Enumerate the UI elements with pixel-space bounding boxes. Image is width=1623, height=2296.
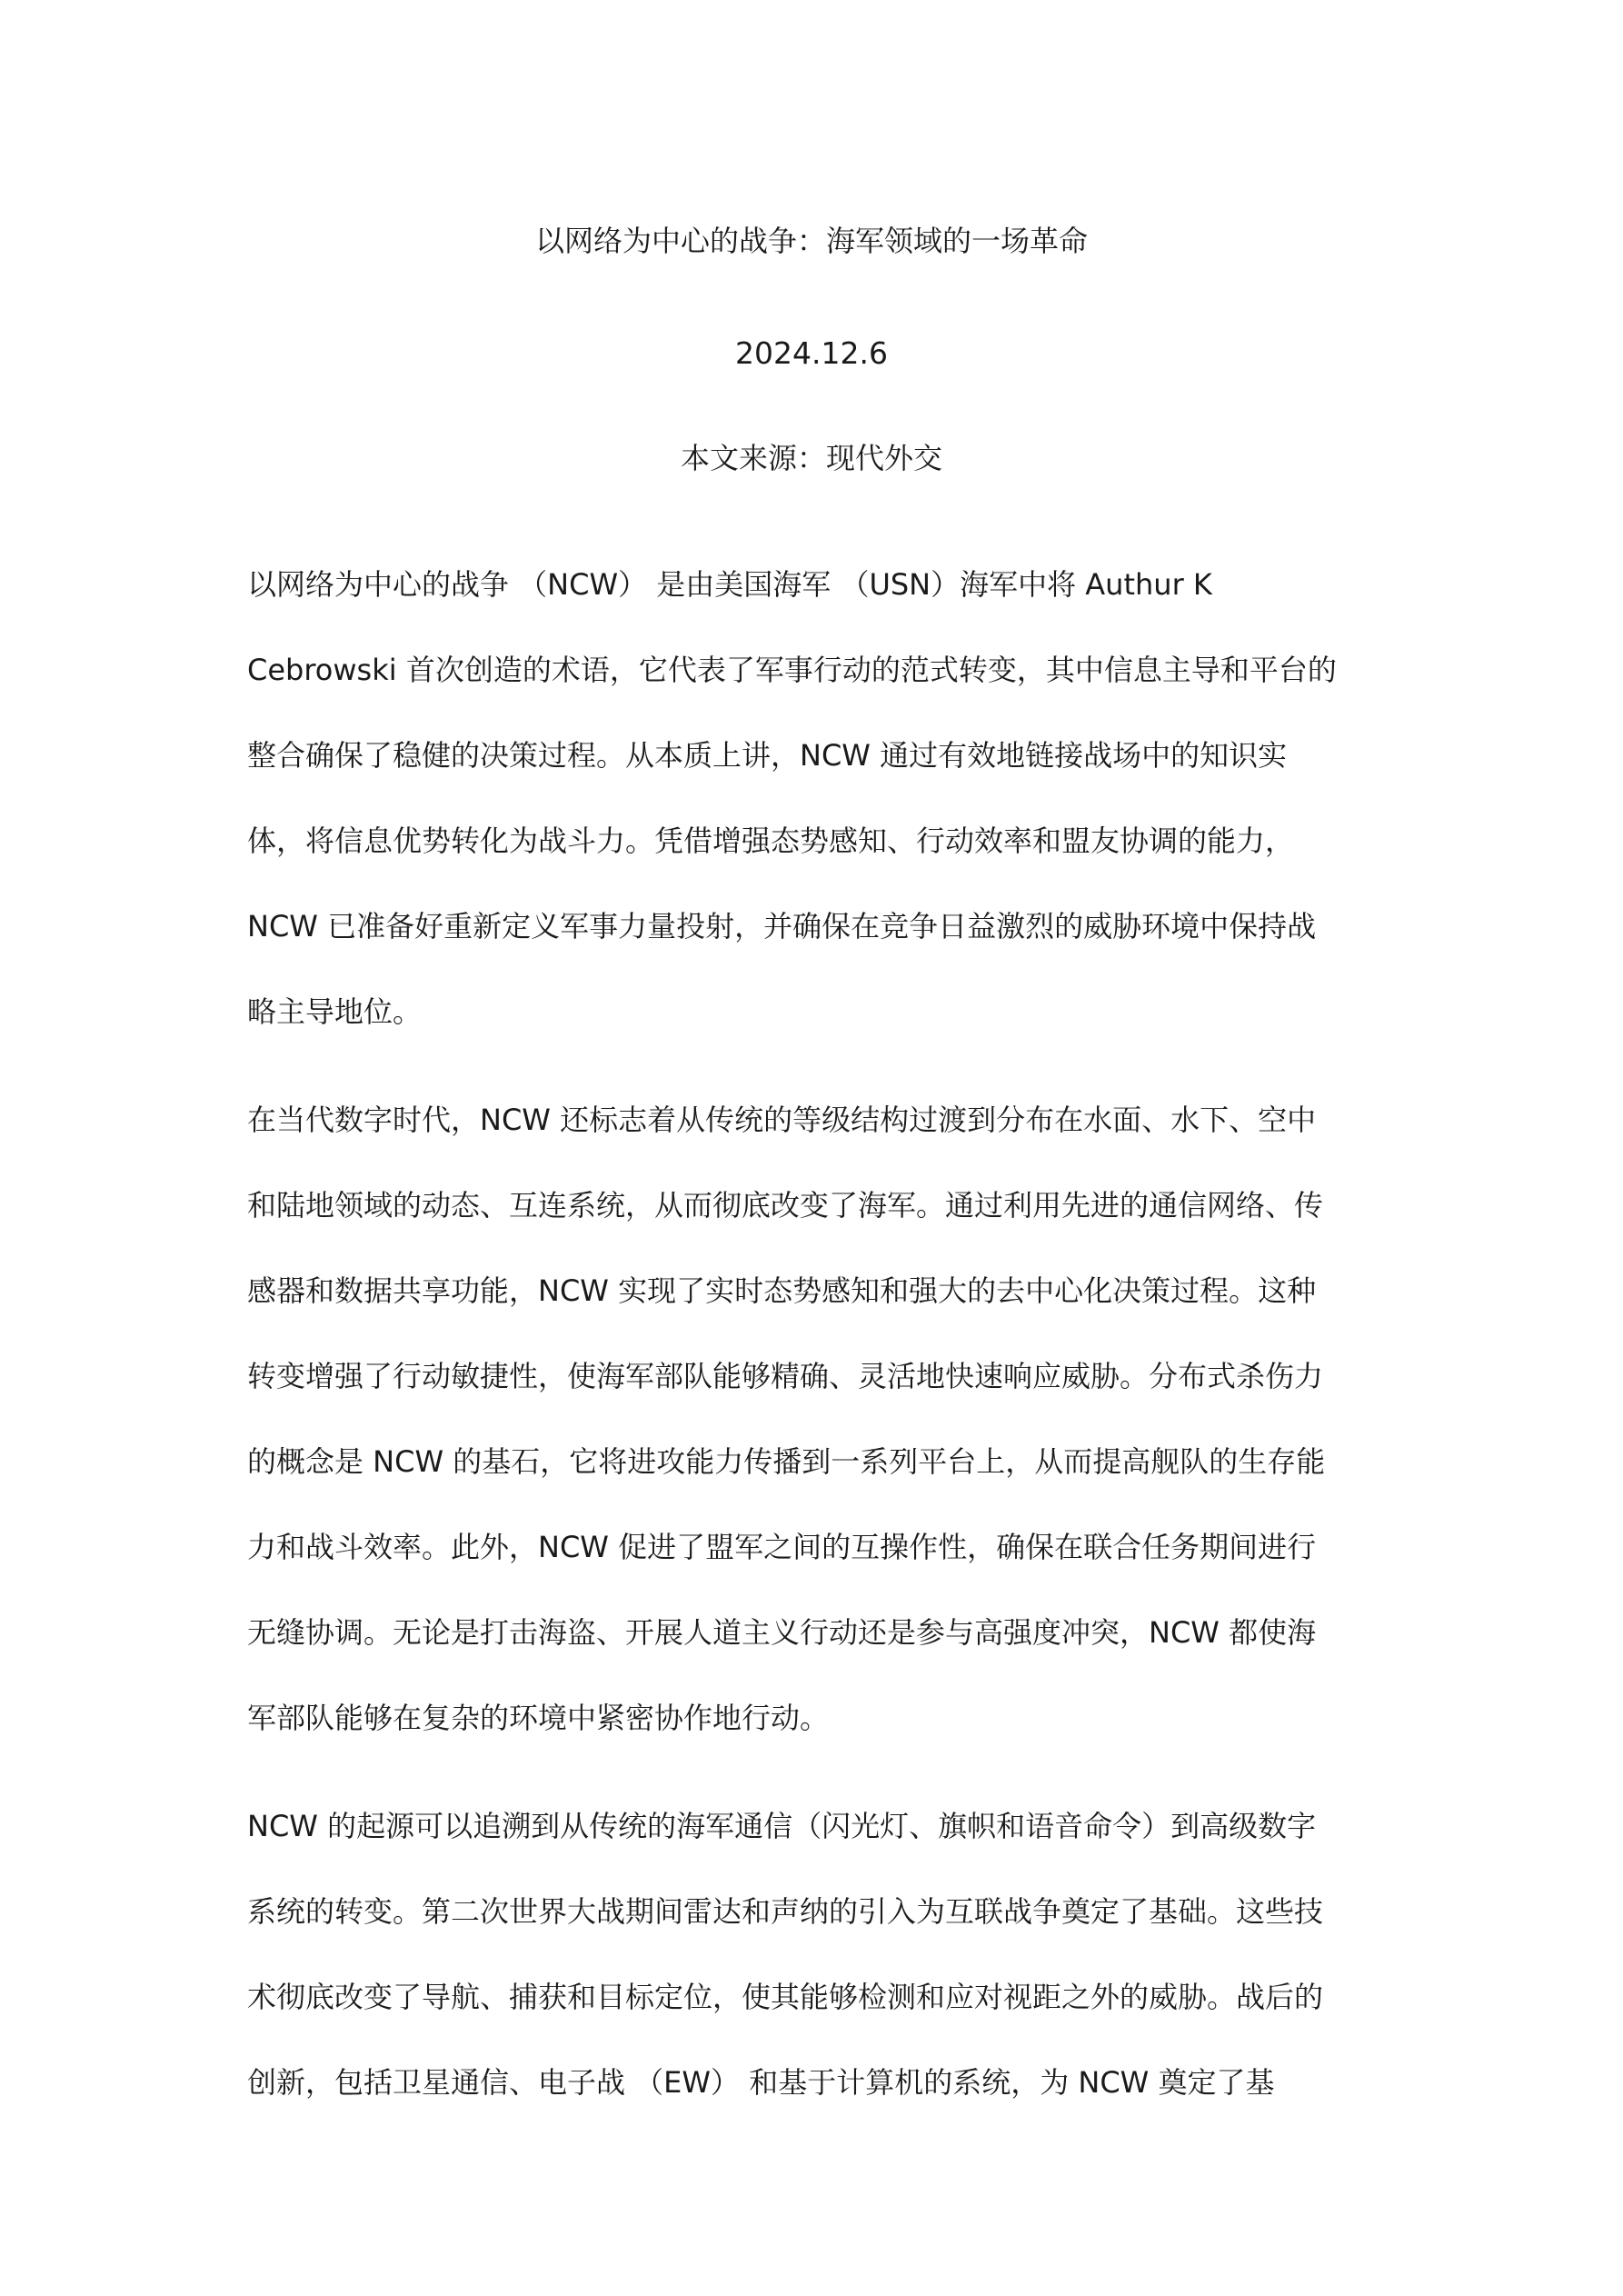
paragraph-line: NCW 的起源可以追溯到从传统的海军通信（闪光灯、旗帜和语音命令）到高级数字 [247, 1809, 1317, 1843]
document-body [247, 542, 1383, 2148]
paragraph-line: 的概念是 NCW 的基石，它将进攻能力传播到一系列平台上，从而提高舰队的生存能 [247, 1444, 1326, 1479]
paragraph-line: 以网络为中心的战争 （NCW） 是由美国海军 （USN）海军中将 Authur K [247, 567, 1212, 602]
paragraph [247, 1077, 1383, 1761]
document-title: 以网络为中心的战争：海军领域的一场革命 [534, 224, 1088, 258]
paragraph [247, 1783, 1383, 2125]
paragraph-line: 术彻底改变了导航、捕获和目标定位，使其能够检测和应对视距之外的威胁。战后的 [247, 1980, 1324, 2014]
paragraph-line: 系统的转变。第二次世界大战期间雷达和声纳的引入为互联战争奠定了基础。这些技 [247, 1894, 1324, 1929]
paragraph-line: 略主导地位。 [247, 994, 423, 1029]
paragraph-line: 体，将信息优势转化为战斗力。凭借增强态势感知、行动效率和盟友协调的能力， [247, 824, 1295, 858]
document-source: 本文来源：现代外交 [680, 441, 942, 475]
paragraph [247, 542, 1383, 1054]
paragraph-line: 整合确保了稳健的决策过程。从本质上讲，NCW 通过有效地链接战场中的知识实 [247, 738, 1288, 773]
document-date: 2024.12.6 [735, 335, 888, 371]
paragraph-line: 在当代数字时代，NCW 还标志着从传统的等级结构过渡到分布在水面、水下、空中 [247, 1103, 1317, 1137]
paragraph-line: 创新，包括卫星通信、电子战 （EW） 和基于计算机的系统，为 NCW 奠定了基 [247, 2065, 1275, 2100]
paragraph-line: 和陆地领域的动态、互连系统，从而彻底改变了海军。通过利用先进的通信网络、传 [247, 1188, 1324, 1223]
paragraph-line: 无缝协调。无论是打击海盗、开展人道主义行动还是参与高强度冲突，NCW 都使海 [247, 1615, 1317, 1650]
paragraph-line: NCW 已准备好重新定义军事力量投射，并确保在竞争日益激烈的威胁环境中保持战 [247, 909, 1317, 943]
paragraph-line: 军部队能够在复杂的环境中紧密协作地行动。 [247, 1701, 830, 1735]
paragraph-line: 感器和数据共享功能，NCW 实现了实时态势感知和强大的去中心化决策过程。这种 [247, 1273, 1317, 1308]
paragraph-line: 转变增强了行动敏捷性，使海军部队能够精确、灵活地快速响应威胁。分布式杀伤力 [247, 1359, 1324, 1393]
paragraph-line: Cebrowski 首次创造的术语，它代表了军事行动的范式转变，其中信息主导和平台的 [247, 653, 1337, 687]
paragraph-line: 力和战斗效率。此外，NCW 促进了盟军之间的互操作性，确保在联合任务期间进行 [247, 1530, 1317, 1564]
